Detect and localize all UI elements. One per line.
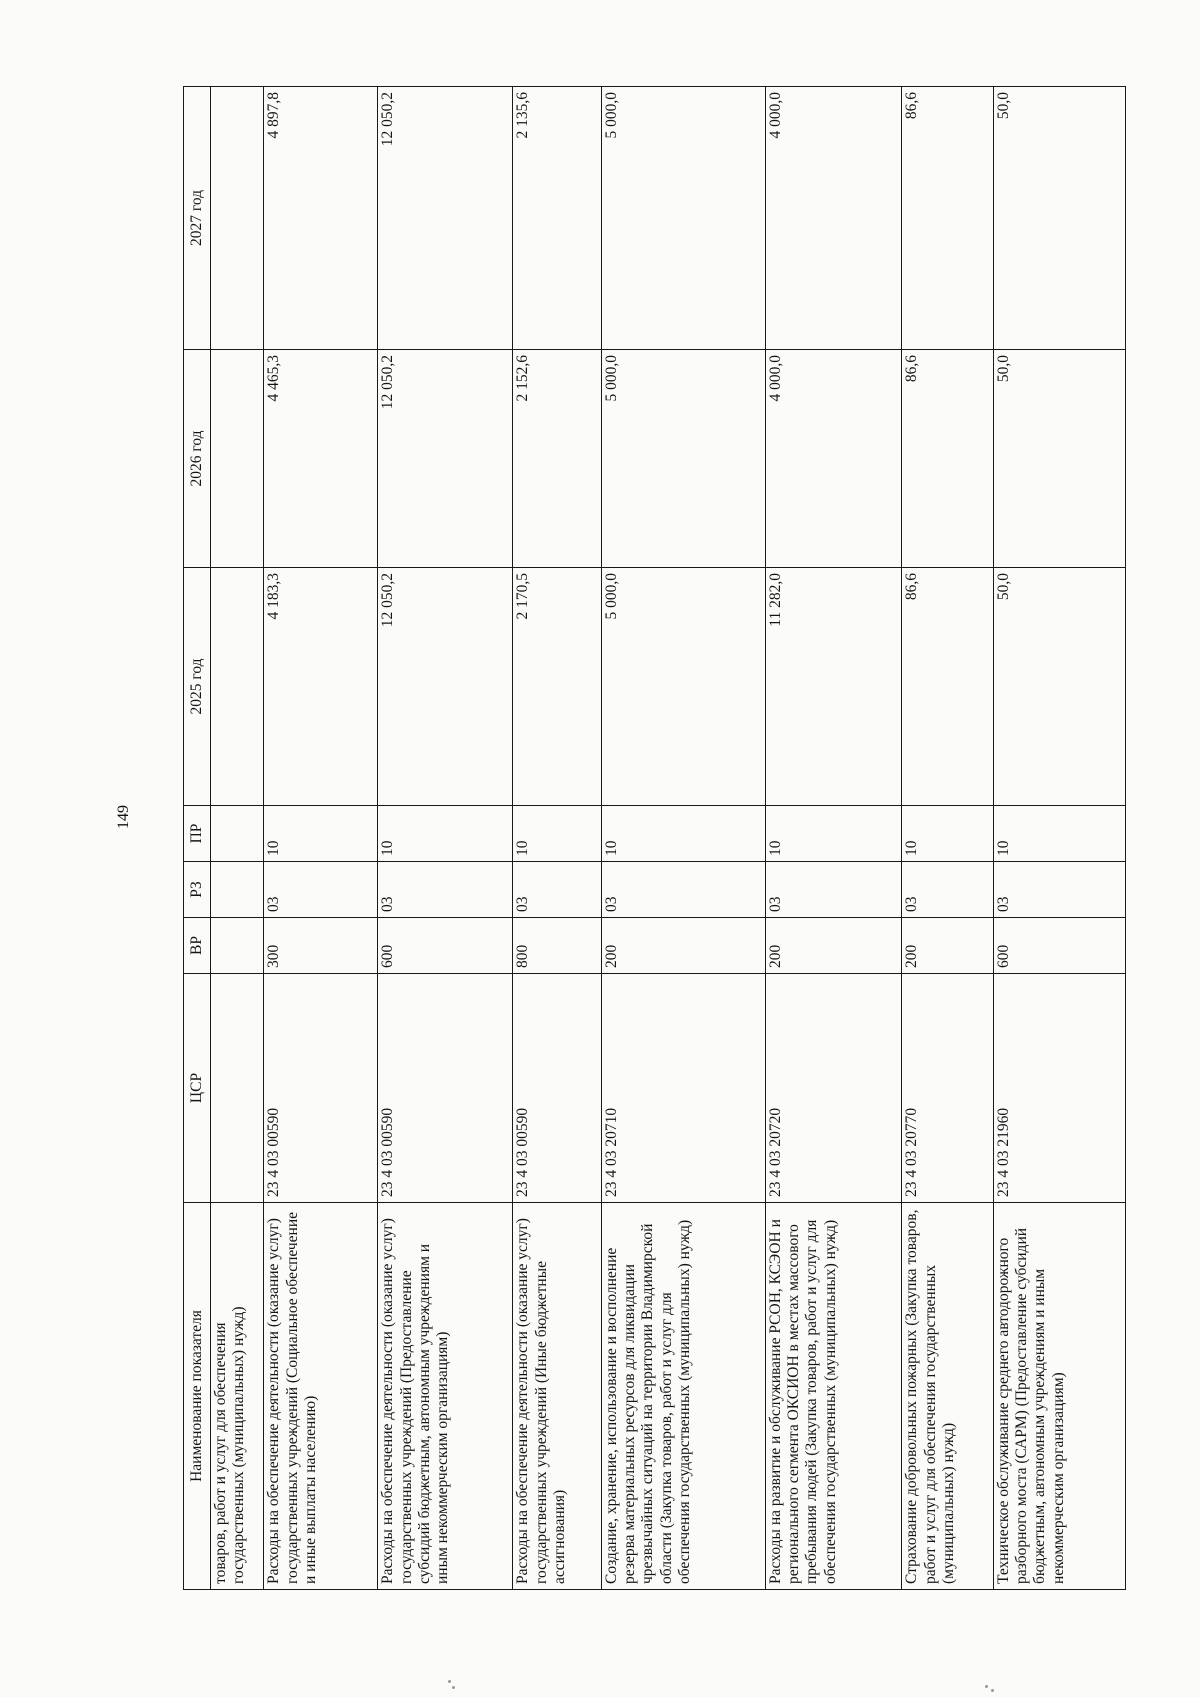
header-vr: ВР [184, 918, 211, 974]
scan-speck [452, 1686, 455, 1689]
cell-2027: 5 000,0 [601, 87, 765, 350]
cell-name: Расходы на обеспечение деятельности (оказание услуг) государственных учреждений (Иные бюджетные ассигнования) [513, 1203, 601, 1590]
cell-vr [211, 918, 264, 974]
cell-name: Страхование добровольных пожарных (Закупка товаров, работ и услуг для обеспечения государственных (муниципальных) нужд) [902, 1203, 994, 1590]
table-row [993, 87, 1125, 1590]
cell-rz: 03 [902, 862, 994, 918]
cell-2027: 50,0 [993, 87, 1125, 350]
cell-pr: 10 [765, 806, 901, 862]
cell-pr: 10 [601, 806, 765, 862]
header-csr: ЦСР [184, 974, 211, 1203]
cell-vr: 600 [378, 918, 513, 974]
cell-2027 [211, 87, 264, 350]
cell-2027: 4 000,0 [765, 87, 901, 350]
scan-speck [991, 1689, 994, 1692]
cell-pr: 10 [264, 806, 378, 862]
cell-name: Техническое обслуживание среднего автодорожного разборного моста (САРМ) (Предоставление субсидий бюджетным, автономным учреждениям и иным некоммерческим организациям) [993, 1203, 1125, 1590]
cell-2026: 86,6 [902, 350, 994, 568]
cell-rz: 03 [513, 862, 601, 918]
cell-2026: 50,0 [993, 350, 1125, 568]
cell-2025: 2 170,5 [513, 568, 601, 806]
cell-name: товаров, работ и услуг для обеспечения государственных (муниципальных) нужд) [211, 1203, 264, 1590]
table-header-row [184, 87, 211, 1590]
cell-csr: 23 4 03 00590 [513, 974, 601, 1203]
cell-pr: 10 [902, 806, 994, 862]
table-container [183, 87, 1126, 1590]
cell-csr: 23 4 03 00590 [264, 974, 378, 1203]
cell-2026: 12 050,2 [378, 350, 513, 568]
cell-vr: 200 [765, 918, 901, 974]
cell-csr [211, 974, 264, 1203]
cell-2025: 5 000,0 [601, 568, 765, 806]
cell-pr: 10 [378, 806, 513, 862]
cell-name: Расходы на развитие и обслуживание РСОН, КСЭОН и регионального сегмента ОКСИОН в местах массового пребывания людей (Закупка товаров, работ и услуг для обеспечения государственных (муниципальных) нужд) [765, 1203, 901, 1590]
cell-2027: 86,6 [902, 87, 994, 350]
cell-rz: 03 [993, 862, 1125, 918]
cell-2025: 50,0 [993, 568, 1125, 806]
header-2025: 2025 год [184, 568, 211, 806]
cell-vr: 300 [264, 918, 378, 974]
cell-2025 [211, 568, 264, 806]
cell-rz: 03 [264, 862, 378, 918]
budget-table [183, 86, 1126, 1590]
cell-rz: 03 [378, 862, 513, 918]
table-row [513, 87, 601, 1590]
cell-rz: 03 [601, 862, 765, 918]
cell-vr: 200 [601, 918, 765, 974]
header-rz: РЗ [184, 862, 211, 918]
cell-2025: 86,6 [902, 568, 994, 806]
scan-speck [448, 1680, 451, 1683]
table-row [765, 87, 901, 1590]
cell-vr: 800 [513, 918, 601, 974]
header-pr: ПР [184, 806, 211, 862]
scan-speck [985, 1685, 988, 1688]
cell-2026: 5 000,0 [601, 350, 765, 568]
cell-2027: 4 897,8 [264, 87, 378, 350]
cell-name: Расходы на обеспечение деятельности (оказание услуг) государственных учреждений (Предоставление субсидий бюджетным, автономным учреждениям и иным некоммерческим организациям) [378, 1203, 513, 1590]
cell-vr: 200 [902, 918, 994, 974]
header-2026: 2026 год [184, 350, 211, 568]
cell-csr: 23 4 03 20770 [902, 974, 994, 1203]
cell-2027: 12 050,2 [378, 87, 513, 350]
cell-csr: 23 4 03 20710 [601, 974, 765, 1203]
table-row [211, 87, 264, 1590]
header-name: Наименование показателя [184, 1203, 211, 1590]
table-row [601, 87, 765, 1590]
cell-pr: 10 [513, 806, 601, 862]
cell-2026: 2 152,6 [513, 350, 601, 568]
cell-pr [211, 806, 264, 862]
cell-2025: 11 282,0 [765, 568, 901, 806]
cell-csr: 23 4 03 21960 [993, 974, 1125, 1203]
cell-name: Расходы на обеспечение деятельности (оказание услуг) государственных учреждений (Социальное обеспечение и иные выплаты населению) [264, 1203, 378, 1590]
page-number: 149 [115, 805, 132, 829]
cell-2027: 2 135,6 [513, 87, 601, 350]
cell-csr: 23 4 03 00590 [378, 974, 513, 1203]
cell-rz: 03 [765, 862, 901, 918]
cell-name: Создание, хранение, использование и восполнение резерва материальных ресурсов для ликвидации чрезвычайных ситуаций на территории Владимирской области (Закупка товаров, работ и услуг для обеспечения государственных (муниципальных) нужд) [601, 1203, 765, 1590]
table-row [264, 87, 378, 1590]
cell-csr: 23 4 03 20720 [765, 974, 901, 1203]
table-row [378, 87, 513, 1590]
cell-vr: 600 [993, 918, 1125, 974]
cell-2025: 12 050,2 [378, 568, 513, 806]
cell-rz [211, 862, 264, 918]
cell-2026: 4 465,3 [264, 350, 378, 568]
cell-2026 [211, 350, 264, 568]
table-row [902, 87, 994, 1590]
header-2027: 2027 год [184, 87, 211, 350]
cell-2026: 4 000,0 [765, 350, 901, 568]
cell-pr: 10 [993, 806, 1125, 862]
cell-2025: 4 183,3 [264, 568, 378, 806]
